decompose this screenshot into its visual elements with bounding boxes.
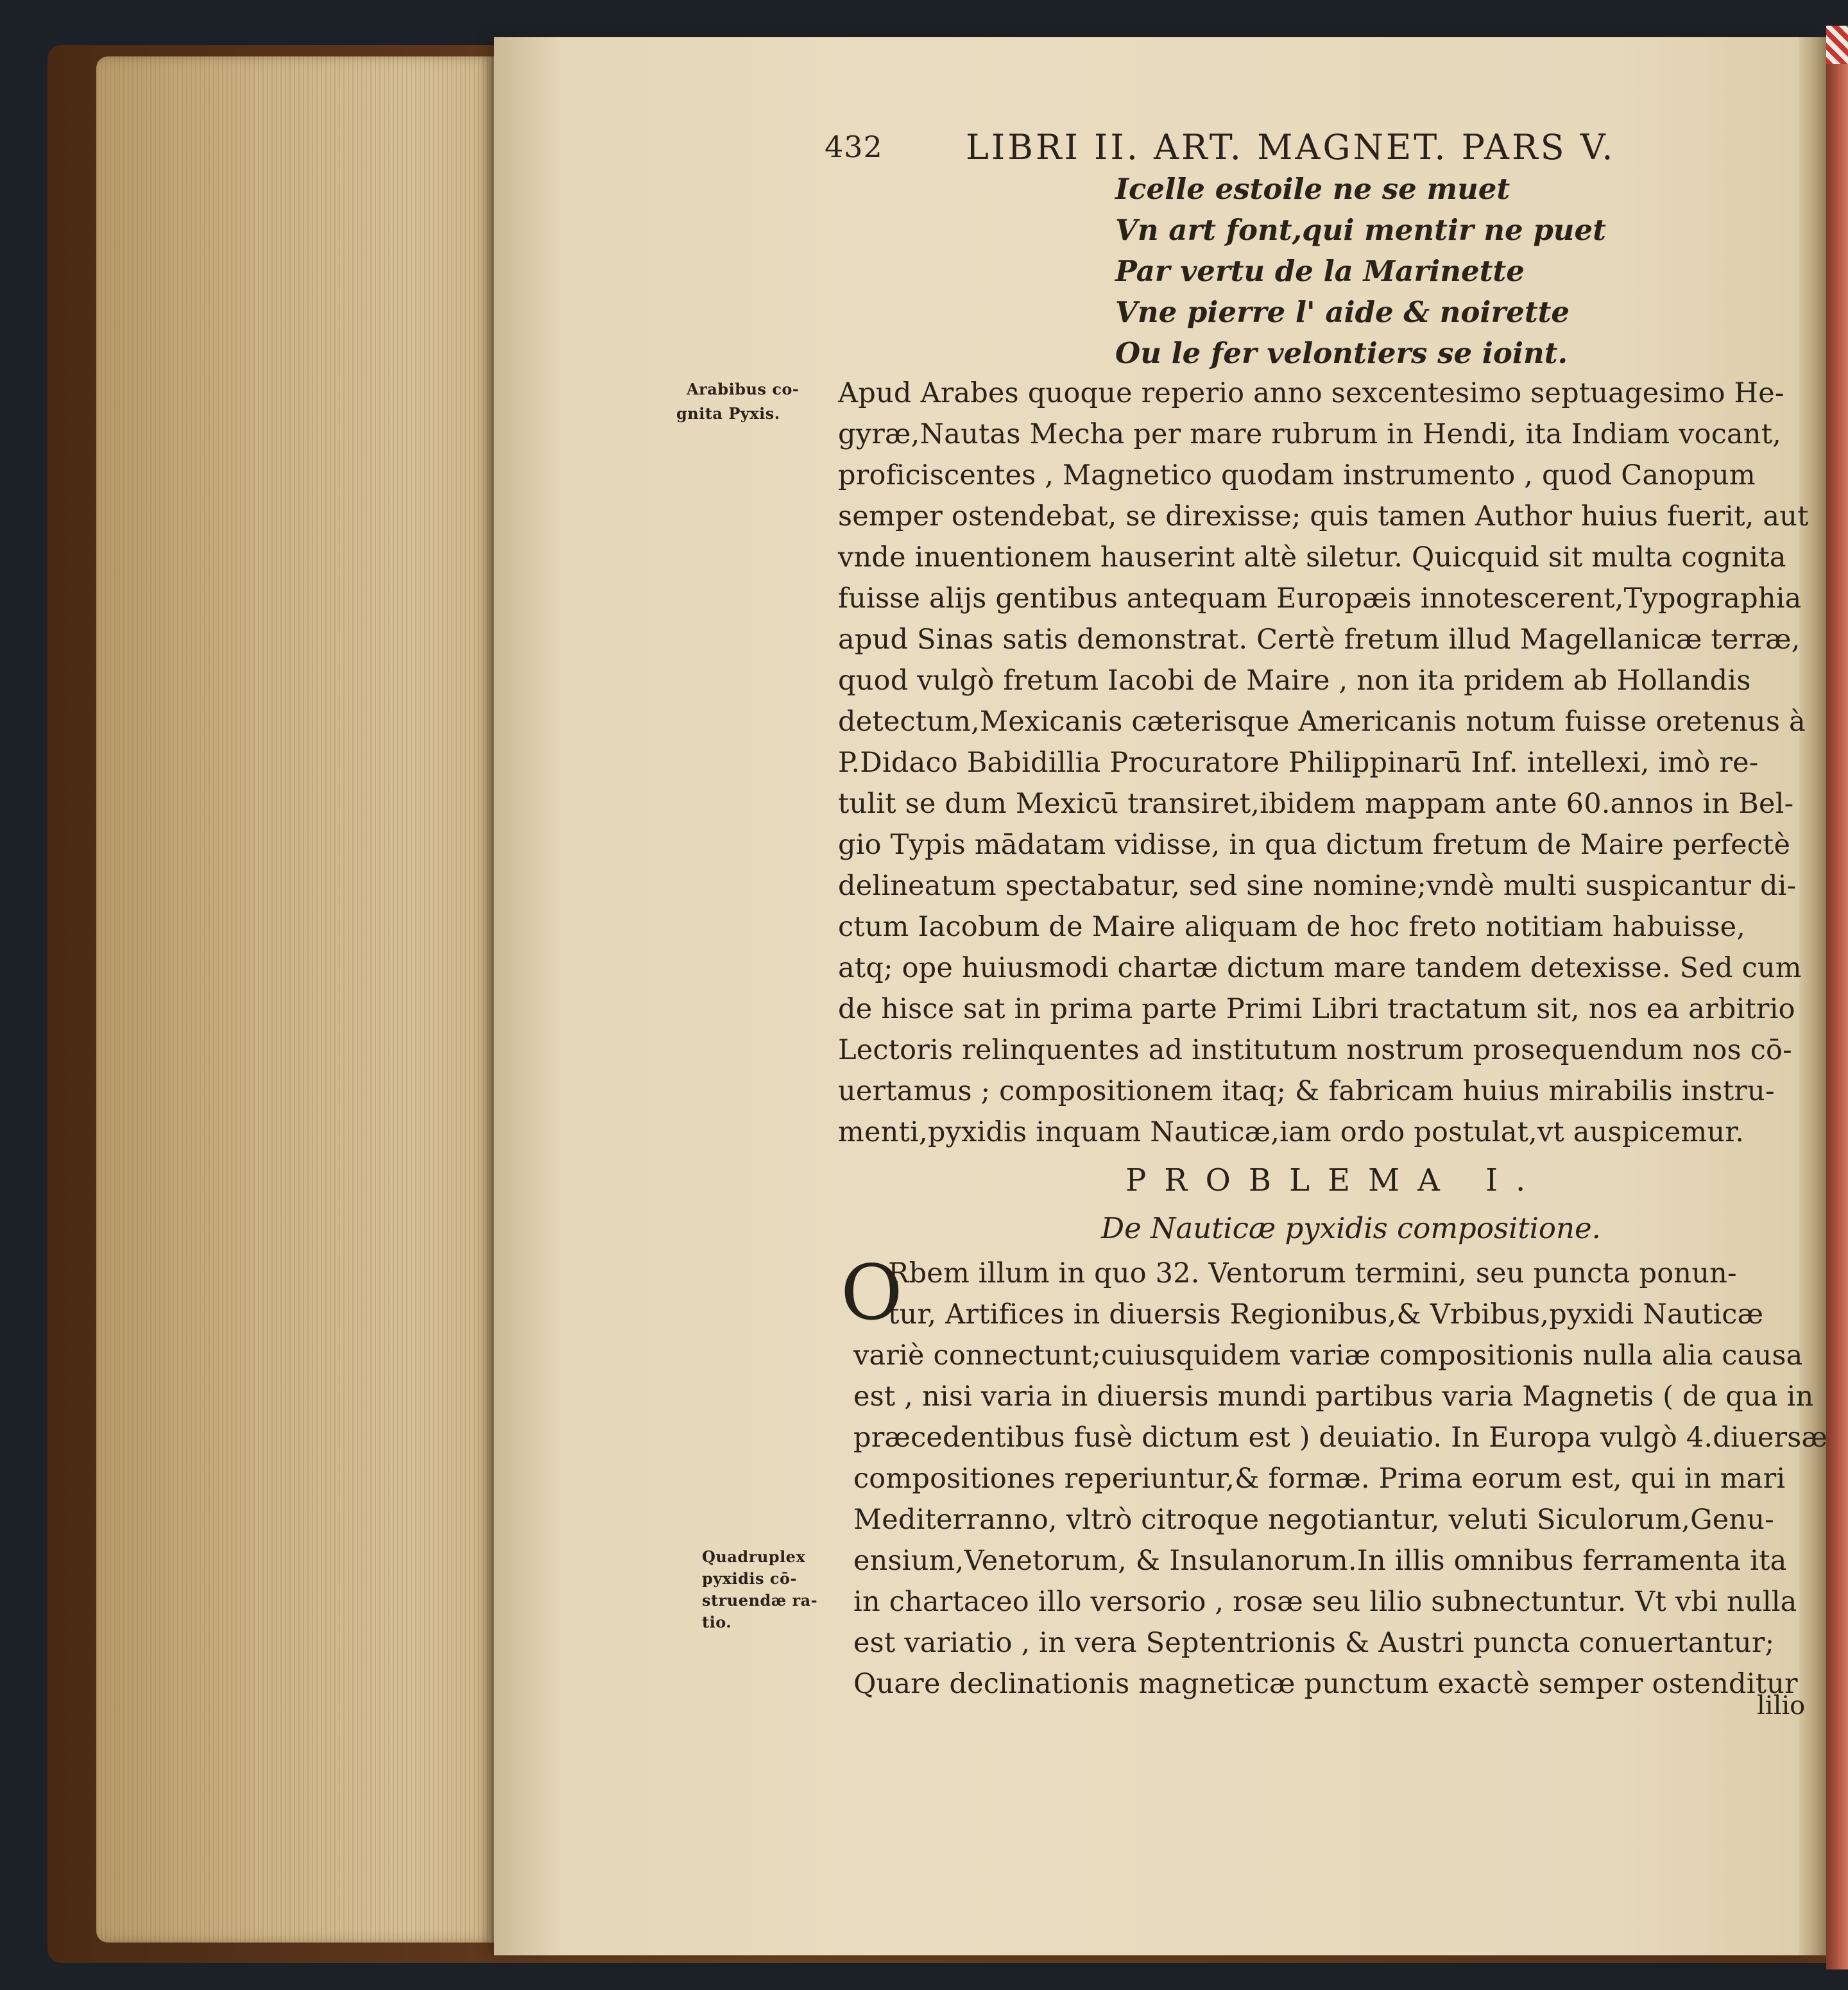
catchword: lilio — [1757, 1691, 1806, 1721]
body-line: gyræ,Nautas Mecha per mare rubrum in Hendi, ita Indiam vocant, — [838, 418, 1782, 450]
body-line: Quare declinationis magneticæ punctum exactè semper ostenditur — [853, 1668, 1798, 1700]
margin-note: Quadruplex — [702, 1547, 806, 1566]
verse-line: Icelle estoile ne se muet — [1115, 172, 1510, 206]
body-line: præcedentibus fusè dictum est ) deuiatio. In Europa vulgò 4.diuersæ — [853, 1422, 1828, 1454]
body-line: ensium,Venetorum, & Insulanorum.In illis omnibus ferramenta ita — [853, 1545, 1787, 1577]
body-line: quod vulgò fretum Iacobi de Maire , non ita pridem ab Hollandis — [838, 665, 1751, 697]
body-line: atq; ope huiusmodi chartæ dictum mare tandem detexisse. Sed cum — [838, 952, 1802, 984]
body-line: tur, Artifices in diuersis Regionibus,& Vrbibus,pyxidi Nauticæ — [888, 1298, 1764, 1331]
body-line: Apud Arabes quoque reperio anno sexcentesimo septuagesimo He- — [838, 377, 1784, 409]
body-line: apud Sinas satis demonstrat. Certè fretum illud Magellanicæ terræ, — [838, 624, 1801, 656]
drop-cap: O — [841, 1248, 903, 1337]
body-line: semper ostendebat, se direxisse; quis tamen Author huius fuerit, aut — [838, 500, 1809, 532]
body-line: delineatum spectabatur, sed sine nomine;vndè multi suspicantur di- — [838, 870, 1797, 902]
margin-note: gnita Pyxis. — [676, 404, 780, 423]
margin-note: pyxidis cō- — [702, 1569, 797, 1588]
body-line: menti,pyxidis inquam Nauticæ,iam ordo postulat,vt auspicemur. — [838, 1116, 1745, 1148]
body-line: est variatio , in vera Septentrionis & Austri puncta conuertantur; — [853, 1627, 1775, 1659]
margin-note: struendæ ra- — [702, 1591, 818, 1610]
page-number: 432 — [825, 130, 883, 164]
margin-note: Arabibus co- — [687, 380, 800, 398]
verse-line: Ou le fer velontiers se ioint. — [1115, 336, 1568, 370]
body-line: uertamus ; compositionem itaq; & fabricam huius mirabilis instru- — [838, 1075, 1775, 1107]
body-line: Lectoris relinquentes ad institutum nostrum prosequendum nos cō- — [838, 1034, 1792, 1066]
body-line: Mediterranno, vltrò citroque negotiantur, veluti Siculorum,Genu- — [853, 1504, 1774, 1536]
margin-note: tio. — [702, 1613, 732, 1631]
body-line: detectum,Mexicanis cæterisque Americanis notum fuisse oretenus à — [838, 706, 1806, 738]
body-line: fuisse alijs gentibus antequam Europæis innotescerent,Typographia — [838, 583, 1802, 615]
body-line: est , nisi varia in diuersis mundi partibus varia Magnetis ( de qua in — [853, 1381, 1814, 1413]
verse-line: Par vertu de la Marinette — [1115, 254, 1525, 288]
problem-subtitle: De Nauticæ pyxidis compositione. — [1101, 1211, 1601, 1245]
body-line: compositiones reperiuntur,& formæ. Prima eorum est, qui in mari — [853, 1463, 1786, 1495]
verse-line: Vne pierre l' aide & noirette — [1115, 295, 1570, 329]
body-line: de hisce sat in prima parte Primi Libri tractatum sit, nos ea arbitrio — [838, 993, 1795, 1025]
body-line: in chartaceo illo versorio , rosæ seu lilio subnectuntur. Vt vbi nulla — [853, 1586, 1797, 1618]
verse-line: Vn art font,qui mentir ne puet — [1115, 213, 1606, 247]
body-line: vnde inuentionem hauserint altè siletur. Quicquid sit multa cognita — [838, 541, 1786, 574]
body-line: gio Typis mādatam vidisse, in qua dictum fretum de Maire perfectè — [838, 829, 1791, 861]
body-line: tulit se dum Mexicū transiret,ibidem mappam ante 60.annos in Bel- — [838, 788, 1794, 820]
running-head: LIBRI II. ART. MAGNET. PARS V. — [966, 127, 1616, 167]
body-line: ctum Iacobum de Maire aliquam de hoc freto notitiam habuisse, — [838, 911, 1746, 943]
problem-title: PROBLEMA I. — [1125, 1162, 1544, 1198]
body-line: P.Didaco Babidillia Procuratore Philippinarū Inf. intellexi, imò re- — [838, 747, 1759, 779]
body-line: Rbem illum in quo 32. Ventorum termini, seu puncta ponun- — [888, 1257, 1737, 1289]
page-header — [825, 127, 1672, 168]
body-line: variè connectunt;cuiusquidem variæ compositionis nulla alia causa — [853, 1339, 1803, 1372]
body-line: proficiscentes , Magnetico quodam instrumento , quod Canopum — [838, 459, 1756, 491]
